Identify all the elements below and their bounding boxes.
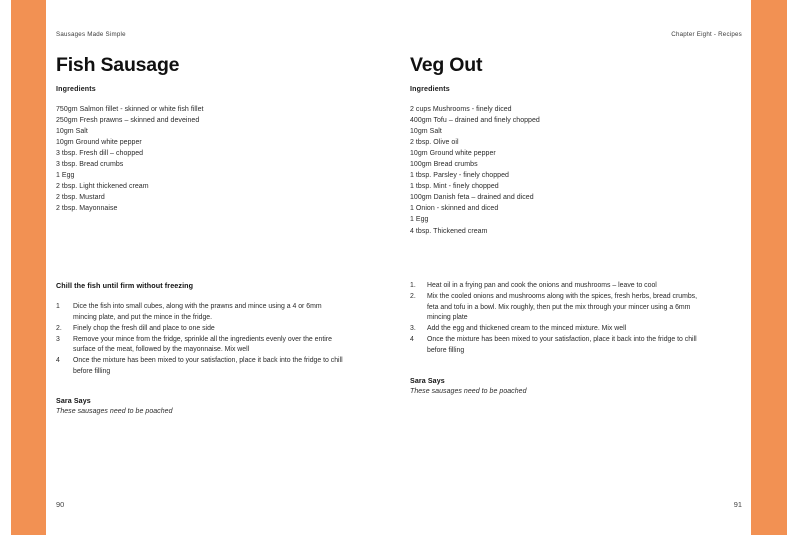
sara-says-note: These sausages need to be poached [410,387,527,395]
list-item [56,324,346,335]
list-item: 2 tbsp. Light thickened cream [56,183,149,191]
list-item: 4 tbsp. Thickened cream [410,227,488,235]
list-item: 1 tbsp. Mint - finely chopped [410,183,499,191]
step-number: 1 [56,303,60,310]
running-head-left: Sausages Made Simple [56,31,126,38]
page-left [46,0,401,555]
page-number-right: 91 [733,500,742,509]
list-item: 10gm Salt [56,128,88,136]
step-text: Add the egg and thickened cream to the minced mixture. Mix well [427,325,627,333]
list-item [410,324,702,335]
list-item: 100gm Danish feta – drained and diced [410,194,534,202]
list-item: 10gm Ground white pepper [56,139,142,147]
list-item: 10gm Ground white pepper [410,150,496,158]
step-number: 3. [410,325,416,333]
sara-says-title: Sara Says [56,397,91,405]
list-item: 10gm Salt [410,128,442,136]
list-item: 2 tbsp. Mayonnaise [56,205,118,213]
step-text: Once the mixture has been mixed to your satisfaction, place it back into the fridge to chill before filling [427,336,697,355]
list-item: 3 tbsp. Bread crumbs [56,161,124,169]
ingredients-list-right [410,104,710,237]
ingredients-list-left [56,104,356,214]
list-item: 1 Egg [410,216,429,224]
accent-bar-left [11,0,46,535]
step-text: Mix the cooled onions and mushrooms along with the spices, fresh herbs, bread crumbs, feta and tofu in a bowl. Mix roughly, then put the mix through your mincer using a 6mm mincing plate [427,293,698,322]
step-text: Finely chop the fresh dill and place to one side [73,324,215,332]
list-item [410,335,702,356]
list-item [56,335,346,356]
step-number: 4 [56,357,60,365]
list-item: 1 tbsp. Parsley - finely chopped [410,172,509,180]
page-title-right: Veg Out [410,54,483,77]
list-item: 1 Egg [56,172,75,180]
list-item [410,292,702,324]
page-title-left: Fish Sausage [56,54,180,77]
list-item: 100gm Bread crumbs [410,161,478,169]
page-right [401,0,751,555]
page-number-left: 90 [56,500,65,509]
list-item: 250gm Fresh prawns – skinned and deveined [56,117,200,125]
list-item: 2 tbsp. Olive oil [410,139,459,147]
list-item [410,281,702,292]
method-steps-right [410,281,702,357]
ingredients-label-left: Ingredients [56,85,96,93]
step-number: 3 [56,335,60,343]
list-item: 2 tbsp. Mustard [56,194,105,202]
list-item [56,302,346,323]
step-text: Remove your mince from the fridge, sprinkle all the ingredients evenly over the entire surface of the meat, followed by the mayonnaise. Mix well [73,335,332,354]
step-number: 2. [410,293,416,301]
method-heading-left: Chill the fish until firm without freezing [56,281,194,290]
sara-says-right [410,376,710,397]
step-number: 1. [410,282,416,289]
list-item: 2 cups Mushrooms - finely diced [410,106,512,113]
sara-says-left [56,396,356,417]
step-text: Once the mixture has been mixed to your satisfaction, place it back into the fridge to chill before filling [73,357,343,376]
step-number: 4 [410,336,414,344]
step-text: Dice the fish into small cubes, along with the prawns and mince using a 4 or 6mm mincing plate, and put the mince in the fridge. [73,303,322,321]
list-item: 1 Onion - skinned and diced [410,205,499,213]
step-text: Heat oil in a frying pan and cook the onions and mushrooms – leave to cool [427,282,657,289]
sara-says-note: These sausages need to be poached [56,407,173,415]
running-head-right: Chapter Eight - Recipes [671,31,742,38]
list-item: 400gm Tofu – drained and finely chopped [410,117,540,125]
accent-bar-right [751,0,787,535]
list-item [56,356,346,377]
list-item: 750gm Salmon fillet - skinned or white fish fillet [56,106,204,113]
method-steps-left [56,302,346,378]
sara-says-title: Sara Says [410,377,445,385]
ingredients-label-right: Ingredients [410,85,450,93]
list-item: 3 tbsp. Fresh dill – chopped [56,150,144,158]
step-number: 2. [56,324,62,332]
